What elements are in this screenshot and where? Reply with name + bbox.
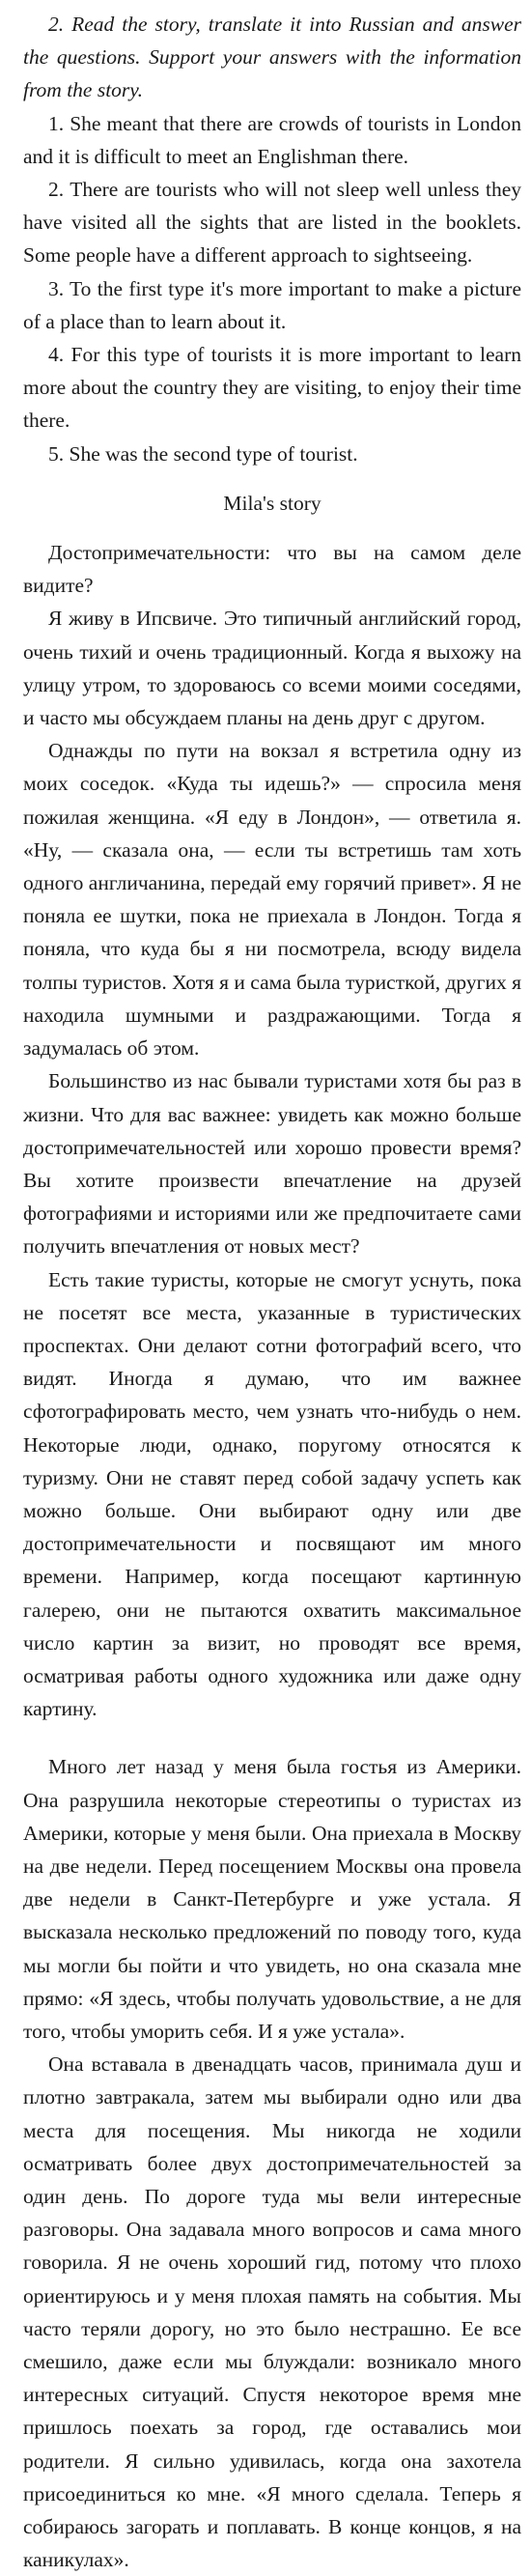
story-title: Mila's story [223,491,321,515]
story-paragraph: Большинство из нас бывали туристами хотя бы раз в жизни. Что для вас важнее: увидеть как можно больше достопримечательностей или хорошо провести время? Вы хотите произвести впечатление на друзей фотографиями и историями или же предпочитаете сами получить впечатления от новых мест? [23,1069,521,1259]
story-paragraph: Однажды по пути на вокзал я встретила одну из моих соседок. «Куда ты идешь?» — спросила меня пожилая женщина. «Я еду в Лондон», — ответила я. «Ну, — сказала она, — если ты встретишь там хоть одного англичанина, передай ему горячий привет». Я не поняла ее шутки, пока не приехала в Лондон. Тогда я поняла, что куда бы я ни посмотрела, всюду видела толпы туристов. Хотя я и сама была туристкой, других я находила шумными и раздражающими. Тогда я задумалась об этом. [23,739,521,1061]
story-body [23,536,521,2576]
answer-4: 4. For this type of tourists it is more important to learn more about the country they are visiting, to enjoy their time there. [23,343,521,433]
section-gap [23,1725,521,1750]
story-paragraph: Она вставала в двенадцать часов, принимала душ и плотно завтракала, затем мы выбирали одно или два места для посещения. Мы никогда не ходили осматривать более двух достопримечательностей за один день. По дороге туда мы вели интересные разговоры. Она задавала много вопросов и сама много говорила. Я не очень хороший гид, потому что плохо ориентируюсь и у меня плохая память на события. Мы часто теряли дорогу, но это было нестрашно. Ее все смешило, даже если мы блуждали: возникало много интересных ситуаций. Спустя некоторое время мне пришлось поехать за город, где оставались мои родители. Я сильно удивилась, когда она захотела присоединиться ко мне. «Я много сделала. Теперь я собираюсь загорать и поплавать. В конце концов, я на каникулах». [23,2052,521,2572]
story-paragraph: Много лет назад у меня была гостья из Америки. Она разрушила некоторые стереотипы о туристах из Америки, которые у меня были. Она приехала в Москву на две недели. Перед посещением Москвы она провела две недели в Санкт-Петербурге и уже устала. Я высказала несколько предложений по поводу того, куда мы могли бы пойти и что увидеть, но она сказала мне прямо: «Я здесь, чтобы получать удовольствие, а не для того, чтобы уморить себя. И я уже устала». [23,1755,521,2043]
task-instruction: 2. Read the story, translate it into Russian and answer the questions. Support your answers with the information from the story. [23,13,521,102]
answer-2: 2. There are tourists who will not sleep well unless they have visited all the sights that are listed in the booklets. Some people have a different approach to sightseeing. [23,178,521,268]
answers-list [23,107,521,470]
story-paragraph: Я живу в Ипсвиче. Это типичный английский город, очень тихий и очень традиционный. Когда я выхожу на улицу утром, то здороваюсь со всеми моими соседями, и часто мы обсуждаем планы на день друг с другом. [23,607,521,730]
answer-5: 5. She was the second type of tourist. [48,441,358,466]
story-paragraph: Достопримечательности: что вы на самом деле видите? [23,541,521,598]
story-paragraph: Есть такие туристы, которые не смогут уснуть, пока не посетят все места, указанные в туристических проспектах. Они делают сотни фотографий всего, что видят. Иногда я думаю, что им важнее сфотографировать место, чем узнать что-нибудь о нем. Некоторые люди, однако, поругому относятся к туризму. Они не ставят перед собой задачу успеть как можно больше. Они выбирают одну или две достопримечательности и посвящают им много времени. Например, когда посещают картинную галерею, они не пытаются охватить максимальное число картин за визит, но проводят все время, осматривая работы одного художника или даже одну картину. [23,1267,521,1721]
answer-1: 1. She meant that there are crowds of tourists in London and it is difficult to meet an Englishman there. [23,111,521,168]
answer-3: 3. To the first type it's more important to make a picture of a place than to learn about it. [23,276,521,333]
